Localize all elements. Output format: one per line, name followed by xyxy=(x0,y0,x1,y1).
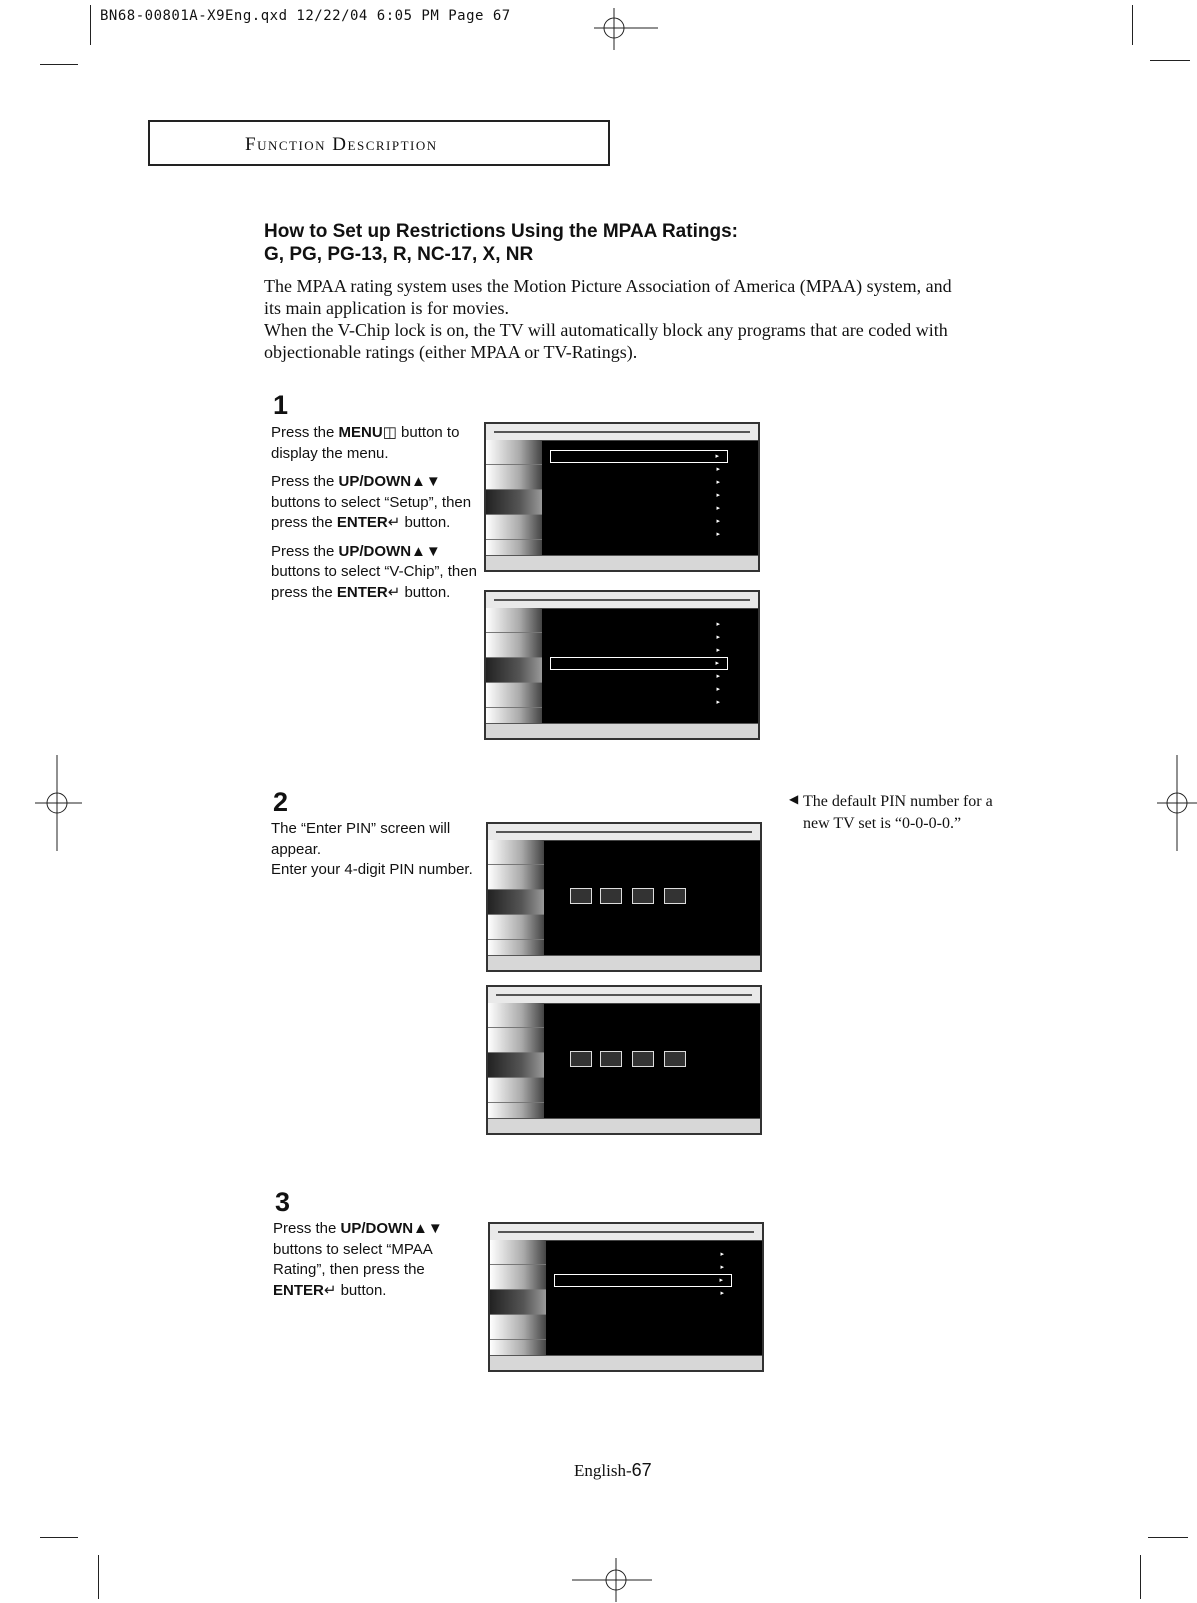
step-1-instruction-b: Press the UP/DOWN▲▼ buttons to select “Setup”, then press the ENTER↵ button. xyxy=(271,473,472,531)
heading-line-1: How to Set up Restrictions Using the MPAA Ratings: xyxy=(264,221,738,242)
registration-mark-icon xyxy=(590,4,660,50)
registration-mark-icon xyxy=(1157,755,1197,851)
step-1-instruction-c: Press the UP/DOWN▲▼ buttons to select “V-Chip”, then press the ENTER↵ button. xyxy=(271,542,477,601)
section-header-box xyxy=(148,120,610,166)
crop-mark-icon xyxy=(1150,60,1190,61)
heading-line-2: G, PG, PG-13, R, NC-17, X, NR xyxy=(264,244,534,265)
page-number: 67 xyxy=(631,1460,652,1480)
registration-mark-icon xyxy=(572,1558,652,1602)
intro-paragraph-2: When the V-Chip lock is on, the TV will automatically block any programs that are coded with objectionable ratings (either MPAA or TV-Ratings). xyxy=(264,320,948,362)
step-2-instruction-b: Enter your 4-digit PIN number. xyxy=(271,861,473,878)
enter-button-icon: ↵ xyxy=(323,1281,337,1299)
footer-language: English- xyxy=(574,1461,632,1480)
crop-mark-icon xyxy=(40,64,78,65)
crop-mark-icon xyxy=(1140,1555,1141,1599)
crop-mark-icon xyxy=(1148,1537,1188,1538)
registration-mark-icon xyxy=(32,755,82,851)
step-2-text xyxy=(271,819,486,881)
step-3-instruction: Press the UP/DOWN▲▼ buttons to select “MPAA Rating”, then press the ENTER↵ button. xyxy=(273,1220,443,1299)
tv-screen-enter-pin-entered xyxy=(486,985,762,1135)
step-1-instruction-a: Press the MENU◫ button to display the menu. xyxy=(271,424,460,462)
print-header: BN68-00801A-X9Eng.qxd 12/22/04 6:05 PM Page 67 xyxy=(100,8,511,24)
tv-screen-mpaa-rating-selected: ▸ ▸ ▸ ▸ xyxy=(488,1222,764,1372)
step-2-instruction-a: The “Enter PIN” screen will appear. xyxy=(271,820,451,858)
menu-button-icon: ◫ xyxy=(382,424,397,441)
step-3-number: 3 xyxy=(275,1187,291,1217)
tv-screen-setup-menu: ▸ ▸ ▸ ▸ ▸ ▸ ▸ xyxy=(484,422,760,572)
enter-button-icon: ↵ xyxy=(387,514,401,531)
step-1-text xyxy=(271,423,481,611)
section-title: Function Description xyxy=(245,134,438,155)
tv-screen-enter-pin xyxy=(486,822,762,972)
crop-mark-icon xyxy=(40,1537,78,1538)
page-heading xyxy=(264,220,738,266)
crop-mark-icon xyxy=(90,5,91,45)
step-2-number: 2 xyxy=(273,787,289,817)
crop-mark-icon xyxy=(1132,5,1133,45)
tv-screen-vchip-selected: ▸ ▸ ▸ ▸ ▸ ▸ ▸ xyxy=(484,590,760,740)
enter-button-icon: ↵ xyxy=(387,583,401,601)
step-3-text xyxy=(273,1219,483,1309)
crop-mark-icon xyxy=(98,1555,99,1599)
page-footer xyxy=(574,1460,652,1481)
intro-text xyxy=(264,275,964,363)
intro-paragraph-1: The MPAA rating system uses the Motion Picture Association of America (MPAA) system, and its main application is for movies. xyxy=(264,276,952,318)
left-triangle-icon: ◀ xyxy=(789,792,799,806)
side-note: The default PIN number for a new TV set is “0-0-0-0.” xyxy=(803,793,993,832)
step-1-number: 1 xyxy=(273,390,289,420)
